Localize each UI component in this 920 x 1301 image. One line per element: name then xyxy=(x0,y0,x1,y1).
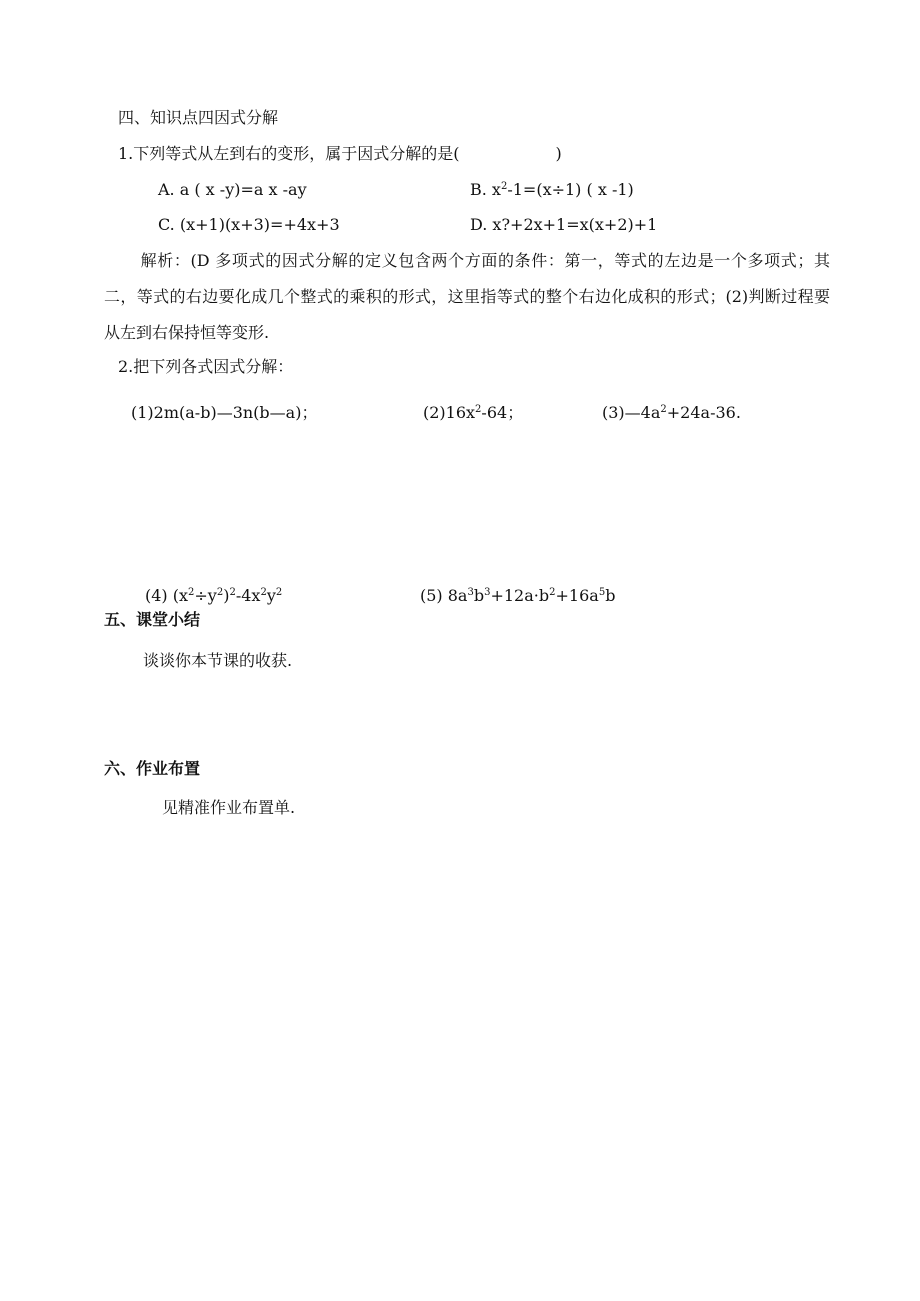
section5-heading: 五、课堂小结 xyxy=(104,610,201,629)
q2-item-4: (4) $(x^2\div y^2)^2-4x^2y^2$ xyxy=(145,586,283,605)
q2-item-3: $(3)—4a^2+24a-36$. xyxy=(602,403,741,422)
section5-body: 谈谈你本节课的收获. xyxy=(143,651,293,670)
q1-analysis: 解析：(D 多项式的因式分解的定义包含两个方面的条件：第一，等式的左边是一个多项式；其二，等式的右边要化成几个整式的乘积的形式，这里指等式的整个右边化成积的形式；(2)判断过程要从左到右保持恒等变形. xyxy=(104,251,830,342)
q2-item-2: $(2)16x^2-64$； xyxy=(423,403,524,422)
q2-item-5: (5) $8a^3b^3+12a\cdot b^2+16a^5b$ xyxy=(420,586,616,605)
section6-body: 见精准作业布置单. xyxy=(162,798,296,817)
q1-stem: 1.下列等式从左到右的变形，属于因式分解的是( ) xyxy=(118,144,562,163)
section6-heading: 六、作业布置 xyxy=(104,759,201,778)
q1-option-d: D. x?+2x+1=x(x+2)+1 xyxy=(470,215,658,234)
q2-stem: 2.把下列各式因式分解： xyxy=(118,357,294,376)
q2-item-1: (1)2m(a-b)—3n(b—a)； xyxy=(131,403,318,422)
q1-option-b: B. $x^2-1=(x\div 1)$ ( x -1) xyxy=(470,180,634,199)
section4-heading: 四、知识点四因式分解 xyxy=(118,108,279,127)
q1-option-c: C. (x+1)(x+3)=+4x+3 xyxy=(158,215,340,234)
q1-option-a: A. a ( x -y)=a x -ay xyxy=(158,180,307,199)
